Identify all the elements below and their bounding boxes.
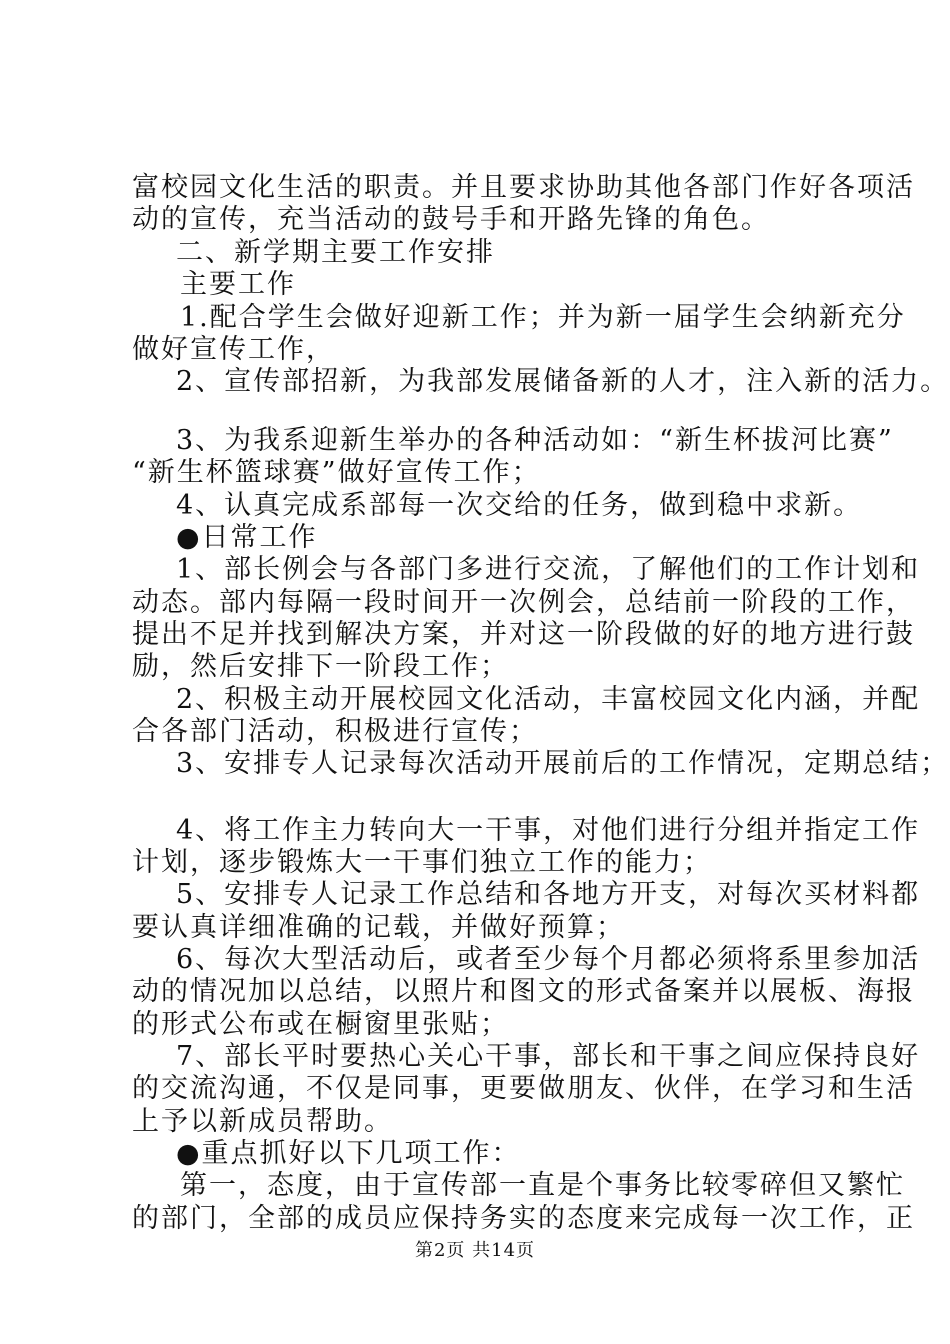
text-line: 富校园文化生活的职责。并且要求协助其他各部门作好各项活: [132, 172, 915, 203]
text-line: 要认真详细准确的记载，并做好预算；: [132, 912, 625, 943]
list-item: 7、部长平时要热心关心干事，部长和干事之间应保持良好: [176, 1041, 921, 1072]
section-heading: 二、新学期主要工作安排: [176, 237, 495, 268]
list-item: 4、认真完成系部每一次交给的任务，做到稳中求新。: [176, 490, 863, 521]
text-line: 做好宣传工作，: [132, 334, 335, 365]
subsection-heading: 主要工作: [180, 269, 296, 300]
list-item: 3、安排专人记录每次活动开展前后的工作情况，定期总结；: [176, 748, 950, 779]
text-line: 动态。部内每隔一段时间开一次例会，总结前一阶段的工作，: [132, 587, 915, 618]
text-line: 的形式公布或在橱窗里张贴；: [132, 1009, 509, 1040]
text-line: 提出不足并找到解决方案，并对这一阶段做的好的地方进行鼓: [132, 619, 915, 650]
text-line: 上予以新成员帮助。: [132, 1106, 393, 1137]
list-item: 1、部长例会与各部门多进行交流，了解他们的工作计划和: [176, 554, 921, 585]
text-line: 励，然后安排下一阶段工作；: [132, 651, 509, 682]
bullet-heading: ●日常工作: [176, 522, 318, 553]
list-item: 2、宣传部招新，为我部发展储备新的人才，注入新的活力。: [176, 366, 950, 397]
text-line: “新生杯篮球赛”做好宣传工作；: [132, 457, 541, 488]
list-item: 1.配合学生会做好迎新工作；并为新一届学生会纳新充分: [180, 302, 906, 333]
text-line: 的部门，全部的成员应保持务实的态度来完成每一次工作，正: [132, 1203, 915, 1234]
text-line: 动的宣传，充当活动的鼓号手和开路先锋的角色。: [132, 204, 770, 235]
list-item: 6、每次大型活动后，或者至少每个月都必须将系里参加活: [176, 944, 921, 975]
list-item: 3、为我系迎新生举办的各种活动如：“新生杯拔河比赛”: [176, 425, 894, 456]
list-item: 4、将工作主力转向大一干事，对他们进行分组并指定工作: [176, 815, 921, 846]
text-line: 的交流沟通，不仅是同事，更要做朋友、伙伴，在学习和生活: [132, 1073, 915, 1104]
text-line: 动的情况加以总结，以照片和图文的形式备案并以展板、海报: [132, 976, 915, 1007]
list-item: 5、安排专人记录工作总结和各地方开支，对每次买材料都: [176, 879, 921, 910]
page-number-footer: 第2页 共14页: [414, 1240, 536, 1261]
bullet-heading: ●重点抓好以下几项工作：: [176, 1138, 521, 1169]
text-line: 合各部门活动，积极进行宣传；: [132, 716, 538, 747]
list-item: 第一，态度，由于宣传部一直是个事务比较零碎但又繁忙: [180, 1170, 905, 1201]
list-item: 2、积极主动开展校园文化活动，丰富校园文化内涵，并配: [176, 684, 921, 715]
text-line: 计划，逐步锻炼大一干事们独立工作的能力；: [132, 847, 712, 878]
